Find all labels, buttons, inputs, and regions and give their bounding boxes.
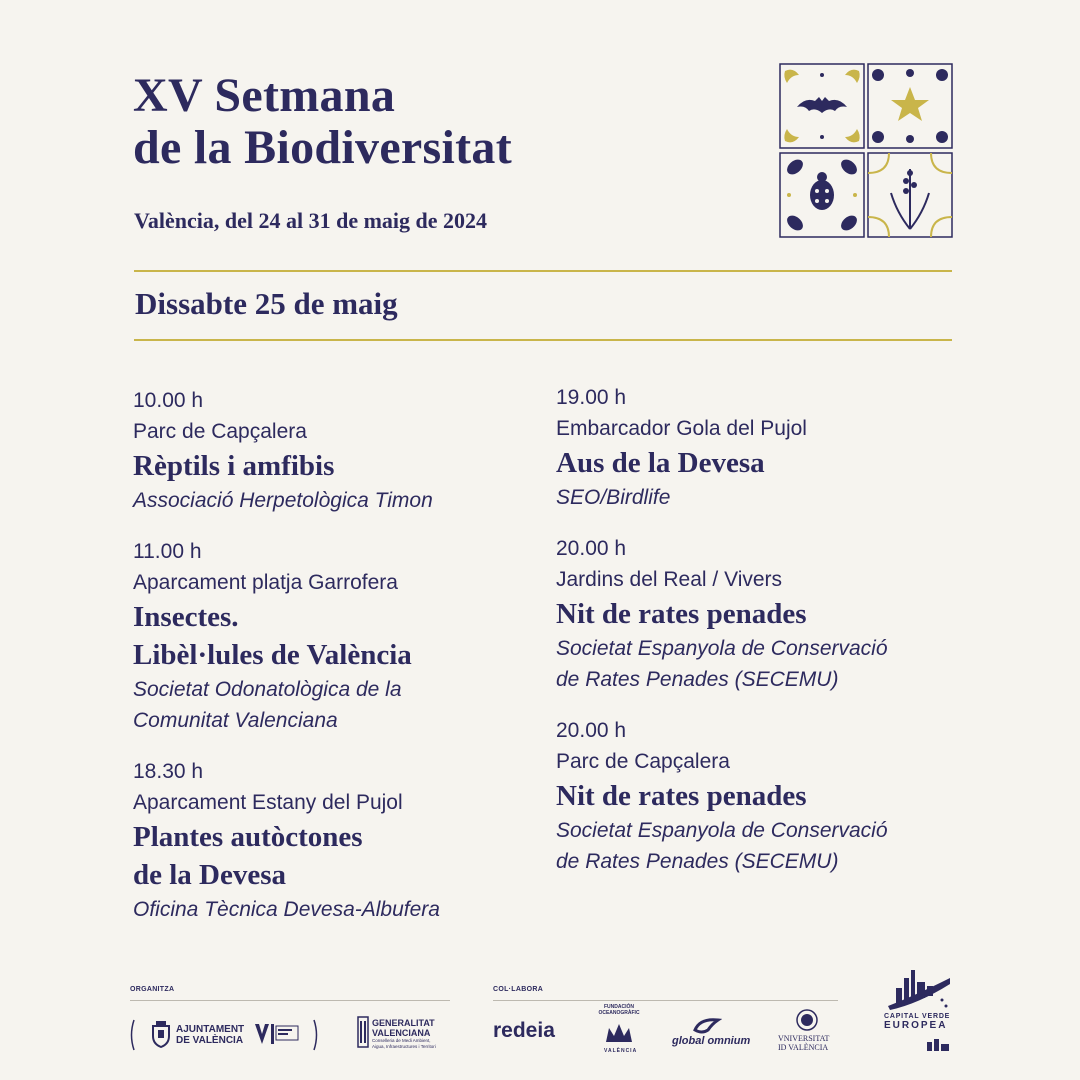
generalitat-crest-icon	[356, 1015, 370, 1049]
ajuntament-crest-icon	[150, 1020, 172, 1048]
oceanografic-crown-icon	[604, 1022, 634, 1044]
event-place: Parc de Capçalera	[556, 750, 730, 773]
event-time: 18.30 h	[133, 760, 204, 783]
organitza-divider	[130, 1000, 450, 1001]
organitza-label: ORGANITZA	[130, 986, 175, 993]
event-time: 19.00 h	[556, 386, 627, 409]
event-place: Aparcament Estany del Pujol	[133, 791, 403, 814]
event-title: Nit de rates penades	[556, 598, 807, 630]
v-brand-logo-icon	[254, 1022, 300, 1046]
date-subtitle: València, del 24 al 31 de maig de 2024	[134, 208, 488, 233]
bracket-right-icon	[312, 1018, 320, 1052]
universitat-seal-icon	[795, 1008, 819, 1032]
event-item	[556, 382, 956, 513]
event-item	[133, 756, 533, 925]
event-organizer: de Rates Penades (SECEMU)	[556, 668, 839, 691]
redeia-logo: redeia	[493, 1019, 555, 1042]
event-time: 10.00 h	[133, 389, 204, 412]
ladybug-tile	[780, 153, 864, 237]
event-title: Nit de rates penades	[556, 780, 807, 812]
event-place: Aparcament platja Garrofera	[133, 571, 398, 594]
event-organizer: SEO/Birdlife	[556, 486, 671, 509]
event-title: de la Devesa	[133, 859, 287, 891]
event-time: 11.00 h	[133, 540, 202, 563]
generalitat-logo: GENERALITAT VALENCIANA Conselleria de Medi Ambient, Aigua, Infraestructures i Territori	[372, 1018, 436, 1049]
collabora-label: COL·LABORA	[493, 986, 544, 993]
events-column-right	[556, 382, 956, 897]
event-item	[133, 385, 533, 516]
oceanografic-city: VALÈNCIA	[604, 1048, 638, 1054]
event-title: Libèl·lules de València	[133, 639, 412, 671]
title-line-2: de la Biodiversitat	[133, 121, 513, 174]
event-organizer: Societat Espanyola de Conservació	[556, 819, 888, 842]
flower-tile	[868, 64, 952, 148]
event-title: Insectes.	[133, 601, 239, 633]
event-organizer: de Rates Penades (SECEMU)	[556, 850, 839, 873]
event-place: Parc de Capçalera	[133, 420, 307, 443]
capital-verde-skyline-icon	[884, 966, 954, 1012]
ajuntament-logo: AJUNTAMENT DE VALÈNCIA	[176, 1024, 245, 1046]
event-time: 20.00 h	[556, 537, 627, 560]
event-item	[556, 715, 956, 877]
event-item	[133, 536, 533, 736]
collabora-divider	[493, 1000, 838, 1001]
event-item	[556, 533, 956, 695]
event-title: Plantes autòctones	[133, 821, 363, 853]
page-title	[133, 70, 512, 174]
event-day-heading: Dissabte 25 de maig	[135, 286, 398, 321]
event-organizer: Comunitat Valenciana	[133, 709, 338, 732]
capital-verde-logo: CAPITAL VERDE EUROPEA	[884, 1013, 951, 1031]
event-organizer: Societat Odonatològica de la	[133, 678, 402, 701]
event-organizer: Associació Herpetològica Timon	[133, 489, 433, 512]
event-organizer: Oficina Tècnica Devesa-Albufera	[133, 898, 440, 921]
plant-tile	[868, 153, 952, 237]
event-title: Aus de la Devesa	[556, 447, 765, 479]
header-divider-top	[134, 270, 952, 272]
global-omnium-drop-icon	[692, 1016, 722, 1034]
capital-verde-emblem-icon	[926, 1038, 950, 1052]
global-omnium-logo: global omnium	[672, 1035, 751, 1047]
universitat-logo: VNIVERSITAT ID VALÈNCIA	[778, 1034, 830, 1052]
header-divider-bottom	[134, 339, 952, 341]
bracket-left-icon	[128, 1018, 136, 1052]
title-line-1: XV Setmana	[133, 69, 396, 122]
event-title: Rèptils i amfibis	[133, 450, 335, 482]
events-column-left	[133, 385, 533, 945]
oceanografic-logo: FUNDACIÓN OCEANOGRÀFIC	[598, 1004, 640, 1016]
event-place: Embarcador Gola del Pujol	[556, 417, 807, 440]
event-time: 20.00 h	[556, 719, 627, 742]
event-organizer: Societat Espanyola de Conservació	[556, 637, 888, 660]
bat-tile	[780, 64, 864, 148]
event-place: Jardins del Real / Vivers	[556, 568, 783, 591]
decorative-tiles	[779, 63, 953, 238]
